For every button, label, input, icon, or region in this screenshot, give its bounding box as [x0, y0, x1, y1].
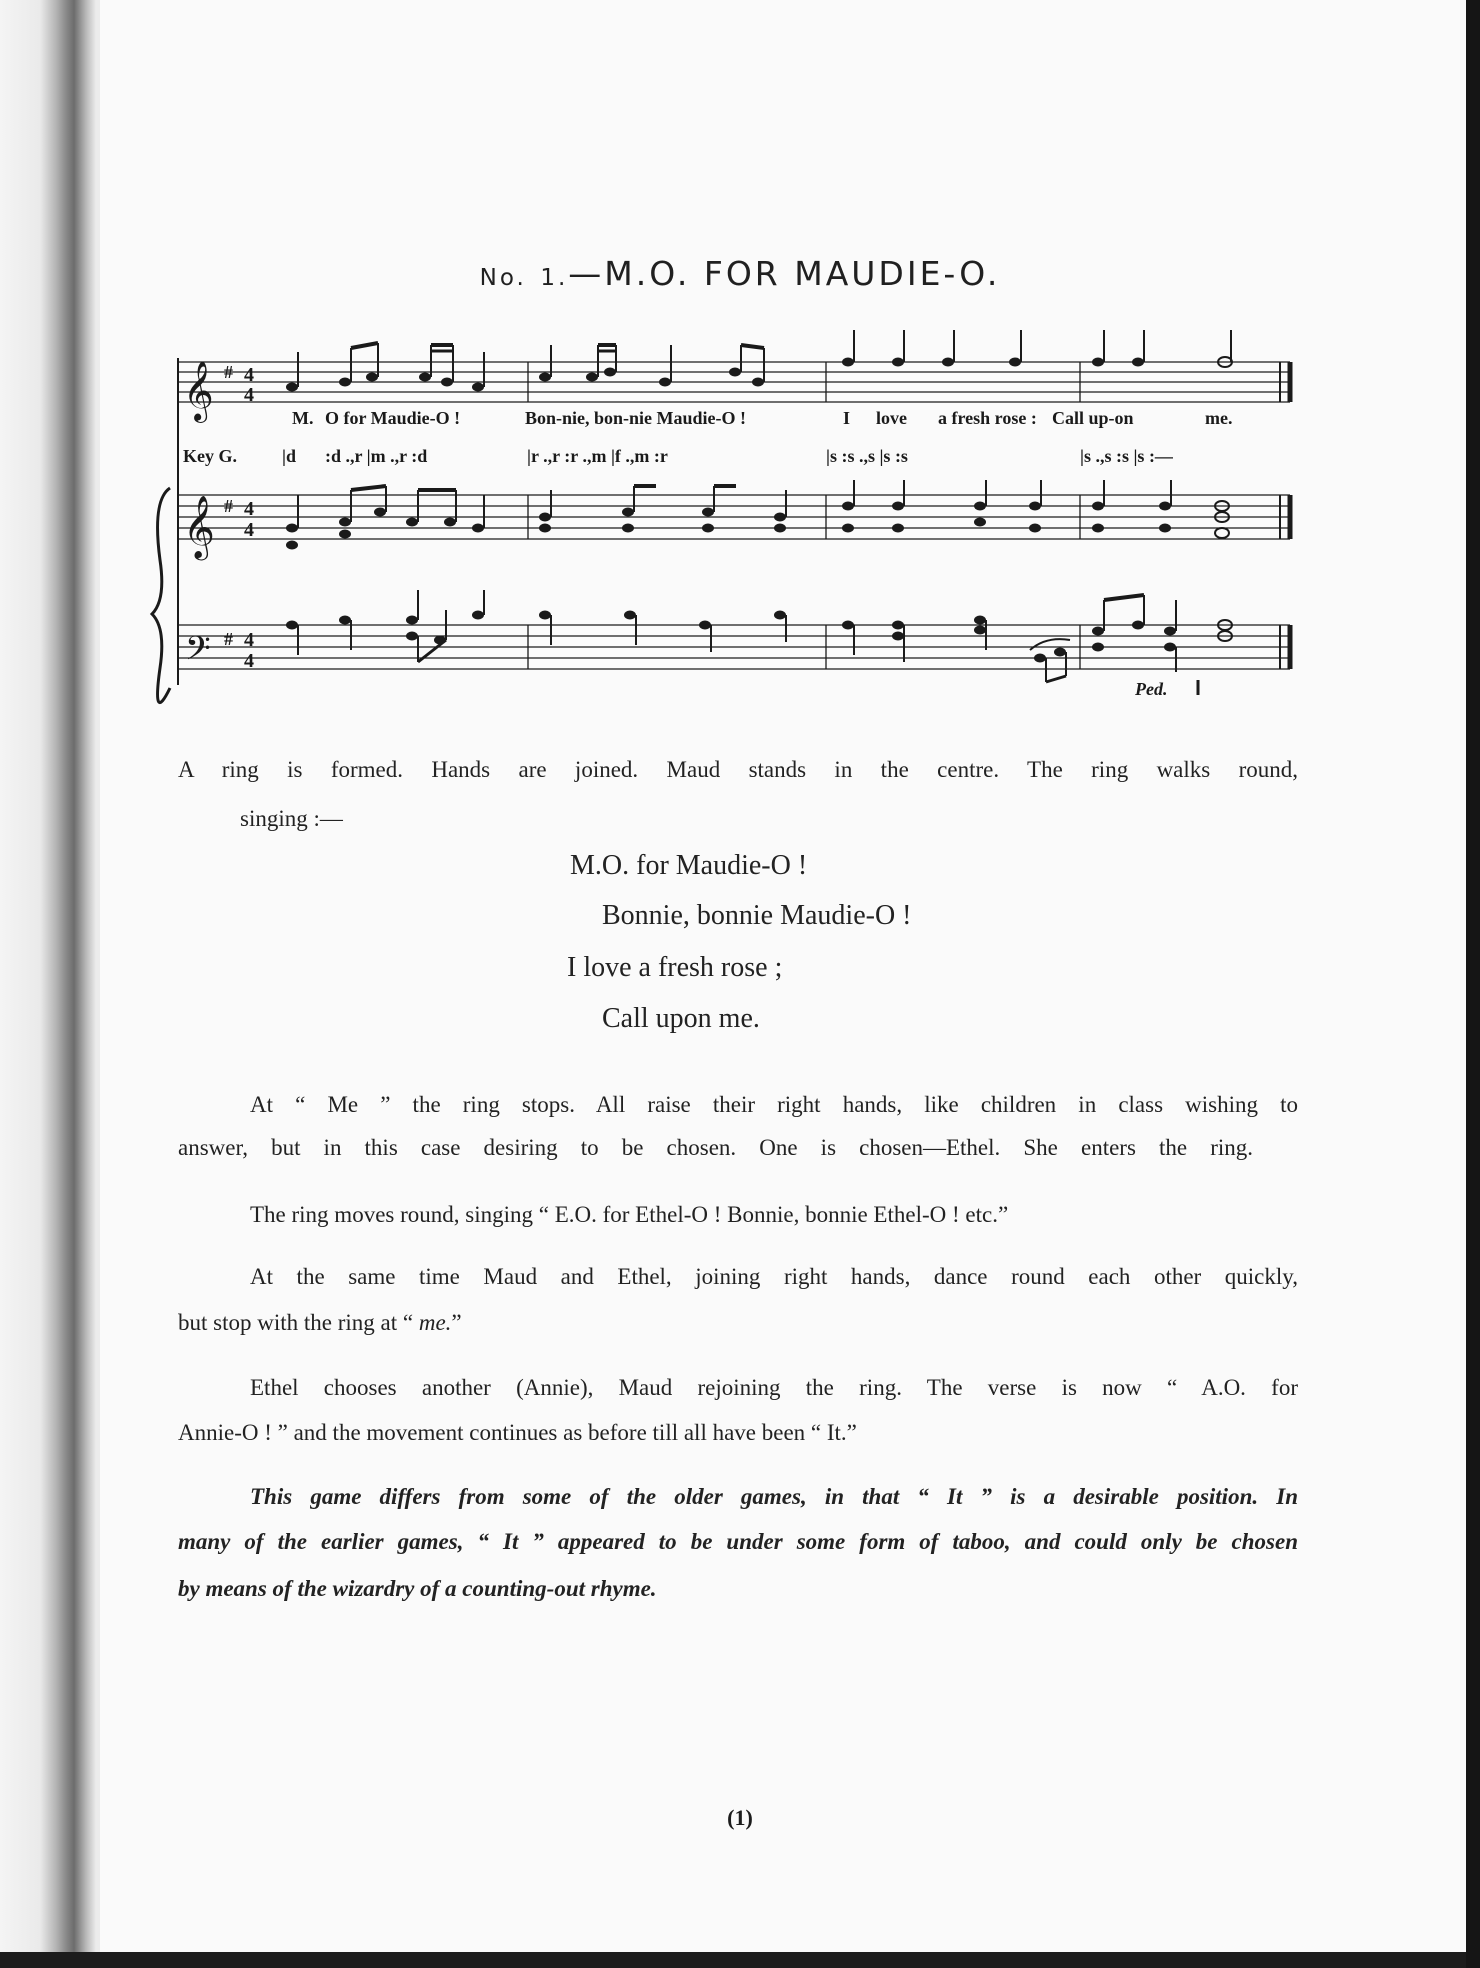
verse-line-4: Call upon me. — [602, 1003, 760, 1034]
svg-text:love: love — [876, 408, 907, 428]
svg-text:𝄞: 𝄞 — [183, 361, 214, 421]
paragraph-stop-continued: answer, but in this case desiring to be chosen. One is chosen—Ethel. She enters the ring. — [178, 1135, 1253, 1160]
paragraph-annie: Ethel chooses another (Annie), Maud rejoining the ring. The verse is now “ A.O. for — [250, 1375, 1298, 1400]
note-line-2: many of the earlier games, “ It ” appeared to be under some form of taboo, and could only be chosen — [178, 1529, 1298, 1554]
song-title: No. 1.—M.O. FOR MAUDIE-O. — [479, 254, 1001, 293]
scan-edge — [1466, 0, 1480, 1968]
svg-text:|r .,r :r .,m |f .,m :r: |r .,r :r .,m |f .,m :r — [527, 446, 668, 466]
svg-text:|d: |d — [282, 446, 296, 466]
svg-text:4: 4 — [244, 498, 254, 520]
svg-text:O for Maudie-O !: O for Maudie-O ! — [325, 408, 461, 428]
melody-staff — [178, 330, 1290, 685]
svg-text:#: # — [224, 629, 233, 649]
music-score — [0, 0, 1470, 720]
svg-text:I: I — [843, 408, 851, 428]
svg-text::d .,r |m .,r :d: :d .,r |m .,r :d — [325, 446, 428, 466]
piano-bass-staff — [178, 590, 1290, 699]
svg-text:4: 4 — [244, 650, 254, 672]
note-line-1: This game differs from some of the older games, in that “ It ” is a desirable position. In — [250, 1484, 1298, 1509]
paragraph-same-time-continued: but stop with the ring at “ me.” — [178, 1310, 462, 1335]
svg-text:Ped.: Ped. — [1135, 679, 1168, 699]
svg-text:𝄢: 𝄢 — [185, 630, 211, 676]
paragraph-ring-moves: The ring moves round, singing “ E.O. for Ethel-O ! Bonnie, bonnie Ethel-O ! etc.” — [250, 1202, 1009, 1227]
svg-text:|s :s .,s |s :s: |s :s .,s |s :s — [826, 446, 908, 466]
paragraph-intro: A ring is formed. Hands are joined. Maud stands in the centre. The ring walks round, — [178, 757, 1298, 782]
svg-text:4: 4 — [244, 629, 254, 651]
svg-text:Bon-nie, bon-nie Maudie-O !: Bon-nie, bon-nie Maudie-O ! — [525, 408, 747, 428]
verse-line-2: Bonnie, bonnie Maudie-O ! — [602, 900, 912, 931]
note-line-3: by means of the wizardry of a counting-out rhyme. — [178, 1576, 657, 1601]
paragraph-annie-continued: Annie-O ! ” and the movement continues as before till all have been “ It.” — [178, 1420, 857, 1445]
svg-text:#: # — [224, 362, 233, 382]
verse-line-1: M.O. for Maudie-O ! — [570, 850, 808, 881]
svg-text:#: # — [224, 496, 233, 516]
svg-text:Call up-on: Call up-on — [1052, 408, 1134, 428]
paragraph-same-time: At the same time Maud and Ethel, joining right hands, dance round each other quickly, — [250, 1264, 1298, 1289]
svg-text:4: 4 — [244, 364, 254, 386]
svg-text:Key G.: Key G. — [183, 446, 237, 466]
svg-text:M.: M. — [292, 408, 314, 428]
svg-text:|s .,s :s |s :—: |s .,s :s |s :— — [1080, 446, 1173, 466]
svg-text:𝄞: 𝄞 — [183, 495, 215, 558]
piano-treble-staff — [178, 480, 1290, 561]
paragraph-intro-continued: singing :— — [240, 806, 343, 831]
paragraph-stop: At “ Me ” the ring stops. All raise their right hands, like children in class wishing to — [250, 1092, 1298, 1117]
svg-text:a fresh rose :: a fresh rose : — [938, 408, 1037, 428]
verse-line-3: I love a fresh rose ; — [567, 952, 783, 983]
page-number: (1) — [727, 1805, 753, 1830]
svg-text:me.: me. — [1205, 408, 1233, 428]
svg-text:4: 4 — [244, 384, 254, 406]
svg-text:4: 4 — [244, 519, 254, 541]
